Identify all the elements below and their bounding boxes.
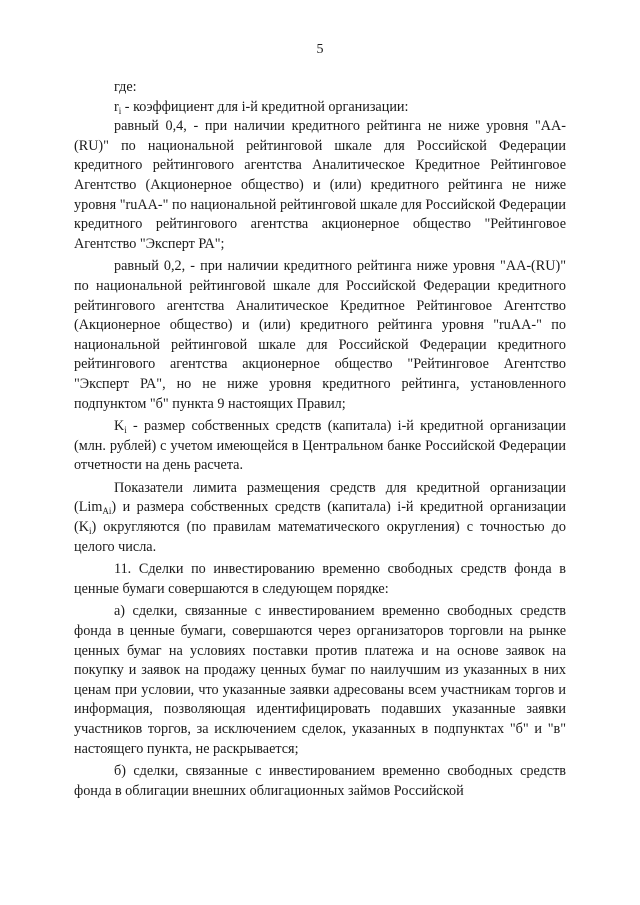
lim-subscript: Ai <box>102 506 112 517</box>
paragraph-coefficient-0-4: равный 0,4, - при наличии кредитного рейтинга не ниже уровня "AA-(RU)" по национальной рейтинговой шкале для Российской Федерации кредитного рейтингового агентства Аналитическое Кредитное Рейтинговое Агентство (Акционерное общество) и (или) кредитного рейтинга не ниже уровня "ruAA-" по национальной рейтинговой шкале для Российской Федерации кредитного рейтингового агентства акционерное общество "Рейтинговое Агентство "Эксперт РА"; <box>74 118 566 252</box>
r-coefficient-definition <box>74 98 566 118</box>
where-label: где: <box>114 79 137 95</box>
k-subscript-2: i <box>88 526 92 537</box>
item-11: 11. Сделки по инвестированию временно свободных средств фонда в ценные бумаги совершаются в следующем порядке: <box>74 561 566 597</box>
k-capital-definition <box>74 417 566 476</box>
k-subscript: i <box>124 425 127 436</box>
r-symbol: r <box>114 98 119 115</box>
k-definition-text: - размер собственных средств (капитала) i-й кредитной организации (млн. рублей) с учетом имеющейся в Центральном банке Российской Федерации отчетности на день расчета. <box>74 418 566 474</box>
subitem-a: а) сделки, связанные с инвестированием временно свободных средств фонда в ценные бумаги, совершаются через организаторов торговли на рынке ценных бумаг на условиях поставки против платежа и на основе заявок на покупку и заявок на продажу ценных бумаг по наилучшим из указанных в них ценам при условии, что указанные заявки адресованы всем участникам торгов и информация, позволяющая идентифицировать подавших указанные заявки участников торгов, за исключением сделок, указанных в подпунктах "б" и "в" настоящего пункта, не раскрывается; <box>74 603 566 757</box>
k-symbol-2: K <box>78 519 89 536</box>
subitem-b: б) сделки, связанные с инвестированием временно свободных средств фонда в облигации внешних облигационных займов Российской <box>74 763 566 799</box>
r-subscript: i <box>118 105 122 116</box>
rounding-text-1: Показатели лимита размещения средств для кредитной организации ( <box>74 479 566 516</box>
r-definition-text: - коэффициент для i-й кредитной организации: <box>121 98 409 115</box>
rounding-text-2: ) и размера собственных средств (капитала) i-й кредитной организации ( <box>74 499 566 536</box>
k-symbol: K <box>114 418 125 435</box>
page-number: 5 <box>316 42 324 57</box>
paragraph-coefficient-0-2: равный 0,2, - при наличии кредитного рейтинга ниже уровня "AA-(RU)" по национальной рейтинговой шкале для Российской Федерации кредитного рейтингового агентства Аналитическое Кредитное Рейтинговое Агентство (Акционерное общество) и (или) кредитного рейтинга уровня "ruAA-" по национальной рейтинговой шкале для Российской Федерации кредитного рейтингового агентства акционерное общество "Рейтинговое Агентство "Эксперт РА", но не ниже уровня кредитного рейтинга, установленного подпунктом "б" пункта 9 настоящих Правил; <box>74 258 566 412</box>
rounding-text-3: ) округляются (по правилам математического округления) с точностью до целого числа. <box>74 519 566 555</box>
rounding-paragraph <box>74 479 566 557</box>
document-body <box>74 78 566 801</box>
lim-symbol: Lim <box>78 499 103 516</box>
